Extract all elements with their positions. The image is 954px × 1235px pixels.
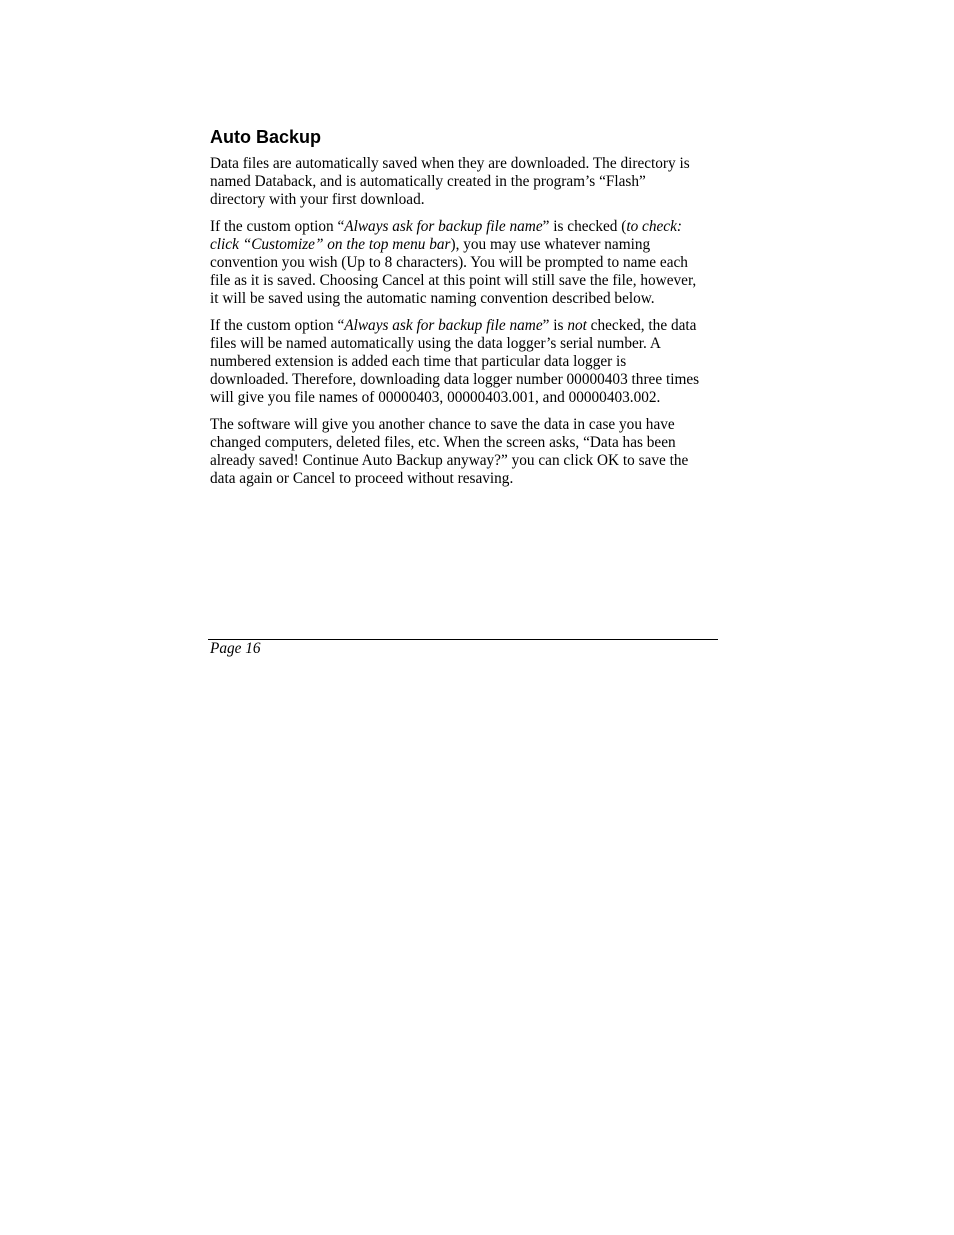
- paragraph-resave-prompt: [210, 416, 718, 488]
- text-line: Data files are automatically saved when they are downloaded. The directory is: [210, 155, 690, 172]
- text-line: downloaded. Therefore, downloading data logger number 00000403 three times: [210, 371, 700, 388]
- text-line: data again or Cancel to proceed without resaving.: [210, 470, 514, 487]
- text-line: [210, 218, 718, 236]
- paragraph-auto-save: [210, 155, 718, 209]
- text-run: If the custom option “: [210, 218, 345, 235]
- paragraph-option-checked: [210, 218, 718, 308]
- instruction-text: click “Customize” on the top menu bar: [210, 236, 451, 253]
- emphasis-text: not: [567, 317, 587, 334]
- text-line: it will be saved using the automatic naming convention described below.: [210, 290, 655, 307]
- section-heading: Auto Backup: [210, 127, 322, 147]
- text-line: named Databack, and is automatically created in the program’s “Flash”: [210, 173, 646, 190]
- text-line: [210, 317, 718, 335]
- text-line: numbered extension is added each time that particular data logger is: [210, 353, 627, 370]
- text-run: ” is checked (: [542, 218, 627, 235]
- text-line: already saved! Continue Auto Backup anyway?” you can click OK to save the: [210, 452, 689, 469]
- option-name: Always ask for backup file name: [344, 218, 543, 235]
- text-line: convention you wish (Up to 8 characters). You will be prompted to name each: [210, 254, 688, 271]
- text-line: The software will give you another chance to save the data in case you have: [210, 416, 675, 433]
- text-run: ), you may use whatever naming: [450, 236, 651, 253]
- instruction-text: to check:: [626, 218, 682, 235]
- text-line: files will be named automatically using the data logger’s serial number. A: [210, 335, 661, 352]
- page-content: [210, 126, 718, 497]
- paragraph-option-unchecked: [210, 317, 718, 407]
- text-run: checked, the data: [586, 317, 697, 334]
- page-number: Page 16: [210, 640, 261, 657]
- text-line: changed computers, deleted files, etc. When the screen asks, “Data has been: [210, 434, 676, 451]
- option-name: Always ask for backup file name: [344, 317, 543, 334]
- text-line: file as it is saved. Choosing Cancel at this point will still save the file, however,: [210, 272, 697, 289]
- text-run: ” is: [542, 317, 568, 334]
- text-line: directory with your first download.: [210, 191, 425, 208]
- text-run: If the custom option “: [210, 317, 345, 334]
- footer-divider: [208, 639, 718, 640]
- text-line: will give you file names of 00000403, 00000403.001, and 00000403.002.: [210, 389, 661, 406]
- text-line: [210, 236, 718, 254]
